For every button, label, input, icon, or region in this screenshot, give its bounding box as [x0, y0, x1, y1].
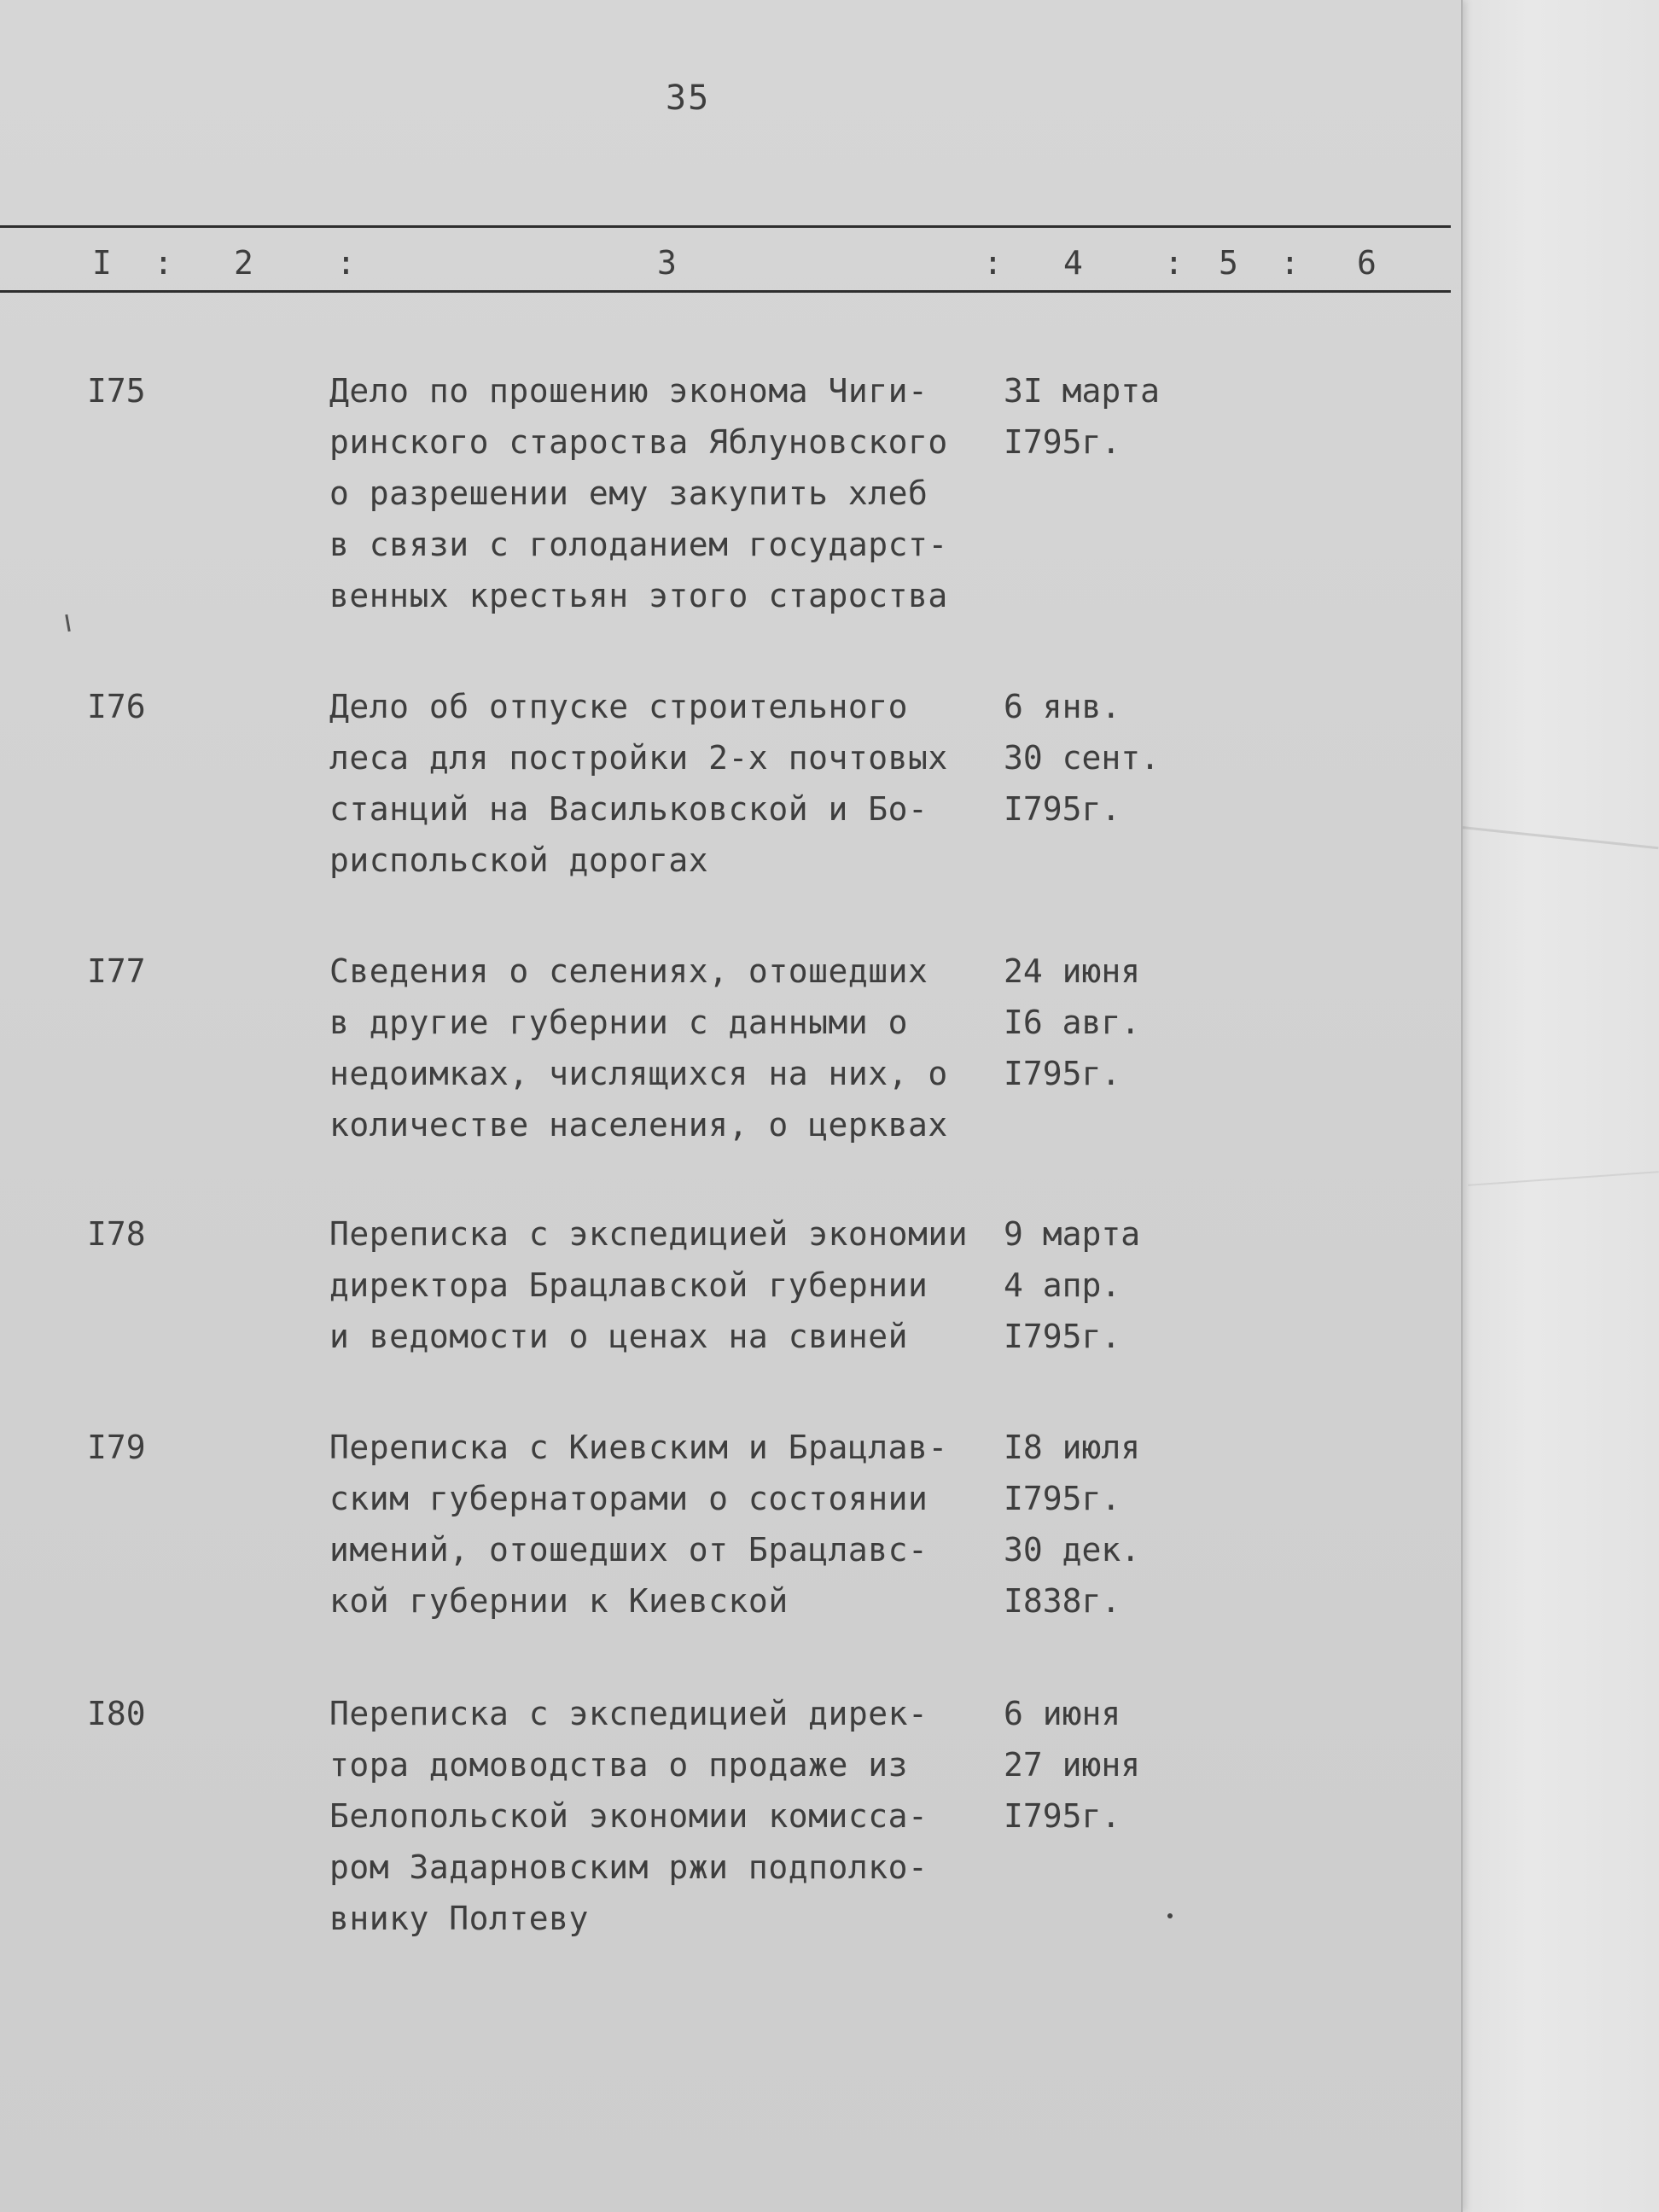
header-separator: : [336, 244, 356, 282]
header-rule-top [0, 225, 1451, 228]
entry-number: I78 [87, 1215, 146, 1253]
entry-title: Дело по прошению эконома Чиги- ринского староства Яблуновского о разрешении ему закупить хлеб в связи с голоданием государст- венных крестьян этого староства [329, 372, 948, 614]
entry-number: I75 [87, 372, 146, 410]
entry-number: I76 [87, 688, 146, 725]
entry-dates: 24 июня I6 авг. I795г. [1004, 952, 1141, 1092]
header-col-4: 4 [1063, 244, 1083, 282]
header-rule-bottom [0, 290, 1451, 293]
entry-dates: 6 янв. 30 сент. I795г. [1004, 688, 1161, 828]
entry-dates: I8 июля I795г. 30 дек. I838г. [1004, 1429, 1141, 1620]
entry-dates: 6 июня 27 июня I795г. [1004, 1695, 1141, 1835]
page-number: 35 [666, 79, 711, 118]
column-header-row [0, 239, 1451, 287]
underlying-sheets [1442, 0, 1659, 2212]
margin-mark [65, 614, 70, 632]
entry-number: I77 [87, 952, 146, 990]
header-col-5: 5 [1219, 244, 1238, 282]
header-col-2: 2 [234, 244, 253, 282]
entry-title: Переписка с экспедицией дирек- тора домоводства о продаже из Белопольской экономии комисса- ром Задарновским ржи подполко- внику Полтеву [329, 1695, 928, 1937]
header-separator: : [1164, 244, 1184, 282]
entry-dates: 9 марта 4 апр. I795г. [1004, 1215, 1141, 1355]
paper-crease [1468, 1171, 1659, 1186]
entry-title: Дело об отпуске строительного леса для постройки 2-х почтовых станций на Васильковской и Бо- риспольской дорогах [329, 688, 948, 879]
header-separator: : [154, 244, 173, 282]
header-separator: : [1280, 244, 1300, 282]
entry-number: I80 [87, 1695, 146, 1732]
entry-number: I79 [87, 1429, 146, 1466]
header-col-3: 3 [657, 244, 677, 282]
ink-dot [1167, 1913, 1173, 1918]
header-separator: : [983, 244, 1003, 282]
entry-title: Переписка с экспедицией экономии директора Брацлавской губернии и ведомости о ценах на свиней [329, 1215, 969, 1355]
header-col-1: I [92, 244, 112, 282]
entry-dates: 3I марта I795г. [1004, 372, 1161, 461]
entry-title: Сведения о селениях, отошедших в другие губернии с данными о недоимках, числящихся на них, о количестве населения, о церквах [329, 952, 948, 1144]
header-col-6: 6 [1357, 244, 1377, 282]
entry-title: Переписка с Киевским и Брацлав- ским губернаторами о состоянии имений, отошедших от Брацлавс- кой губернии к Киевской [329, 1429, 948, 1620]
paper-crease [1459, 826, 1658, 849]
